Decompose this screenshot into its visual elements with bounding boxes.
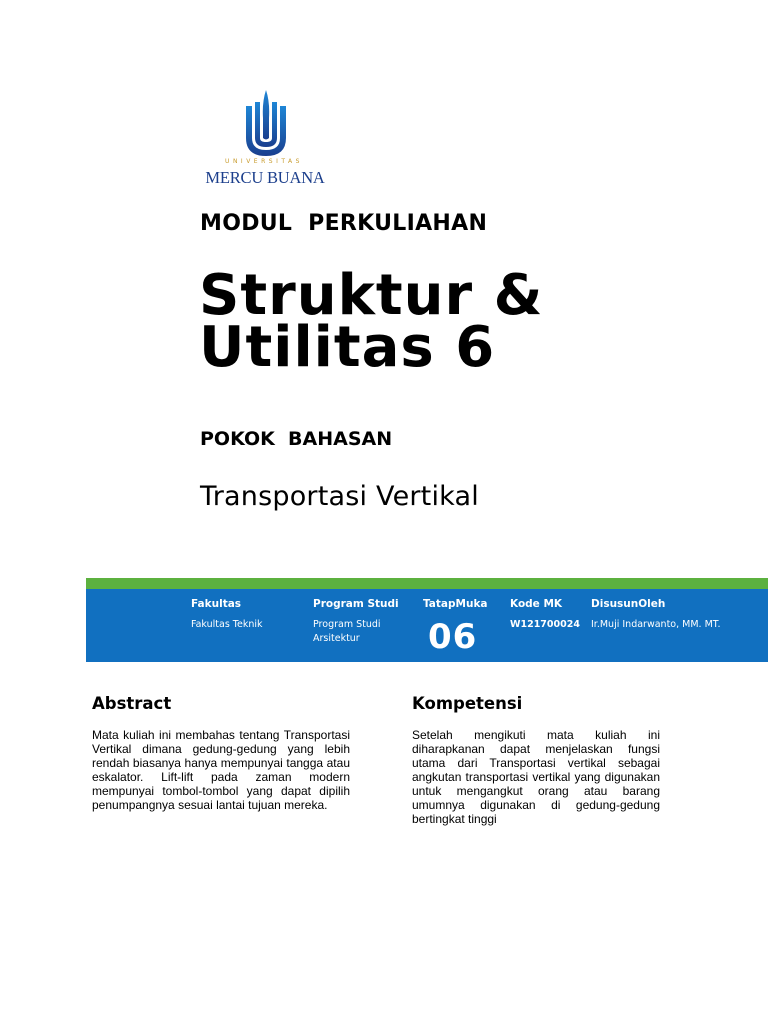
- kompetensi-heading: Kompetensi: [412, 694, 523, 713]
- green-accent-bar: [86, 578, 768, 589]
- kompetensi-text: Setelah mengikuti mata kuliah ini diharapkanan dapat menjelaskan fungsi utama dari Transportasi vertikal sebagai angkutan transportasi vertikal yang digunakan untuk mengangkut orang atau barang umumnya digunakan di gedung-gedung bertingkat tinggi: [412, 728, 660, 826]
- course-title-line2: Utilitas 6: [199, 315, 496, 380]
- course-title: [199, 263, 544, 380]
- program-studi-value: Program Studi Arsitektur: [313, 619, 381, 644]
- kode-mk-label: Kode MK: [510, 598, 563, 610]
- pokok-bahasan-label: POKOK BAHASAN: [200, 428, 393, 450]
- university-logo: [200, 88, 330, 190]
- program-studi-label: Program Studi: [313, 598, 399, 610]
- fakultas-value: Fakultas Teknik: [191, 619, 263, 630]
- mercu-buana-emblem-icon: [200, 88, 330, 158]
- modul-label: MODUL PERKULIAHAN: [200, 211, 488, 236]
- disusun-oleh-label: DisusunOleh: [591, 598, 666, 610]
- topic-title: Transportasi Vertikal: [200, 481, 479, 512]
- abstract-heading: Abstract: [92, 694, 172, 713]
- kode-mk-value: W121700024: [510, 619, 580, 630]
- course-info-bar: [86, 589, 768, 662]
- fakultas-label: Fakultas: [191, 598, 242, 610]
- disusun-oleh-value: Ir.Muji Indarwanto, MM. MT.: [591, 619, 721, 630]
- logo-university-name: MERCU BUANA: [205, 168, 325, 187]
- tatap-muka-value: 06: [428, 617, 478, 657]
- course-title-line1: Struktur &: [199, 263, 544, 328]
- abstract-text: Mata kuliah ini membahas tentang Transportasi Vertikal dimana gedung-gedung yang lebih rendah biasanya hanya mempunyai tangga atau eskalator. Lift-lift pada zaman modern mempunyai tombol-tombol yang dapat dipilih penumpangnya sesuai lantai tujuan mereka.: [92, 728, 350, 812]
- tatap-muka-label: TatapMuka: [423, 598, 488, 610]
- logo-universitas-text: UNIVERSITAS: [225, 158, 303, 165]
